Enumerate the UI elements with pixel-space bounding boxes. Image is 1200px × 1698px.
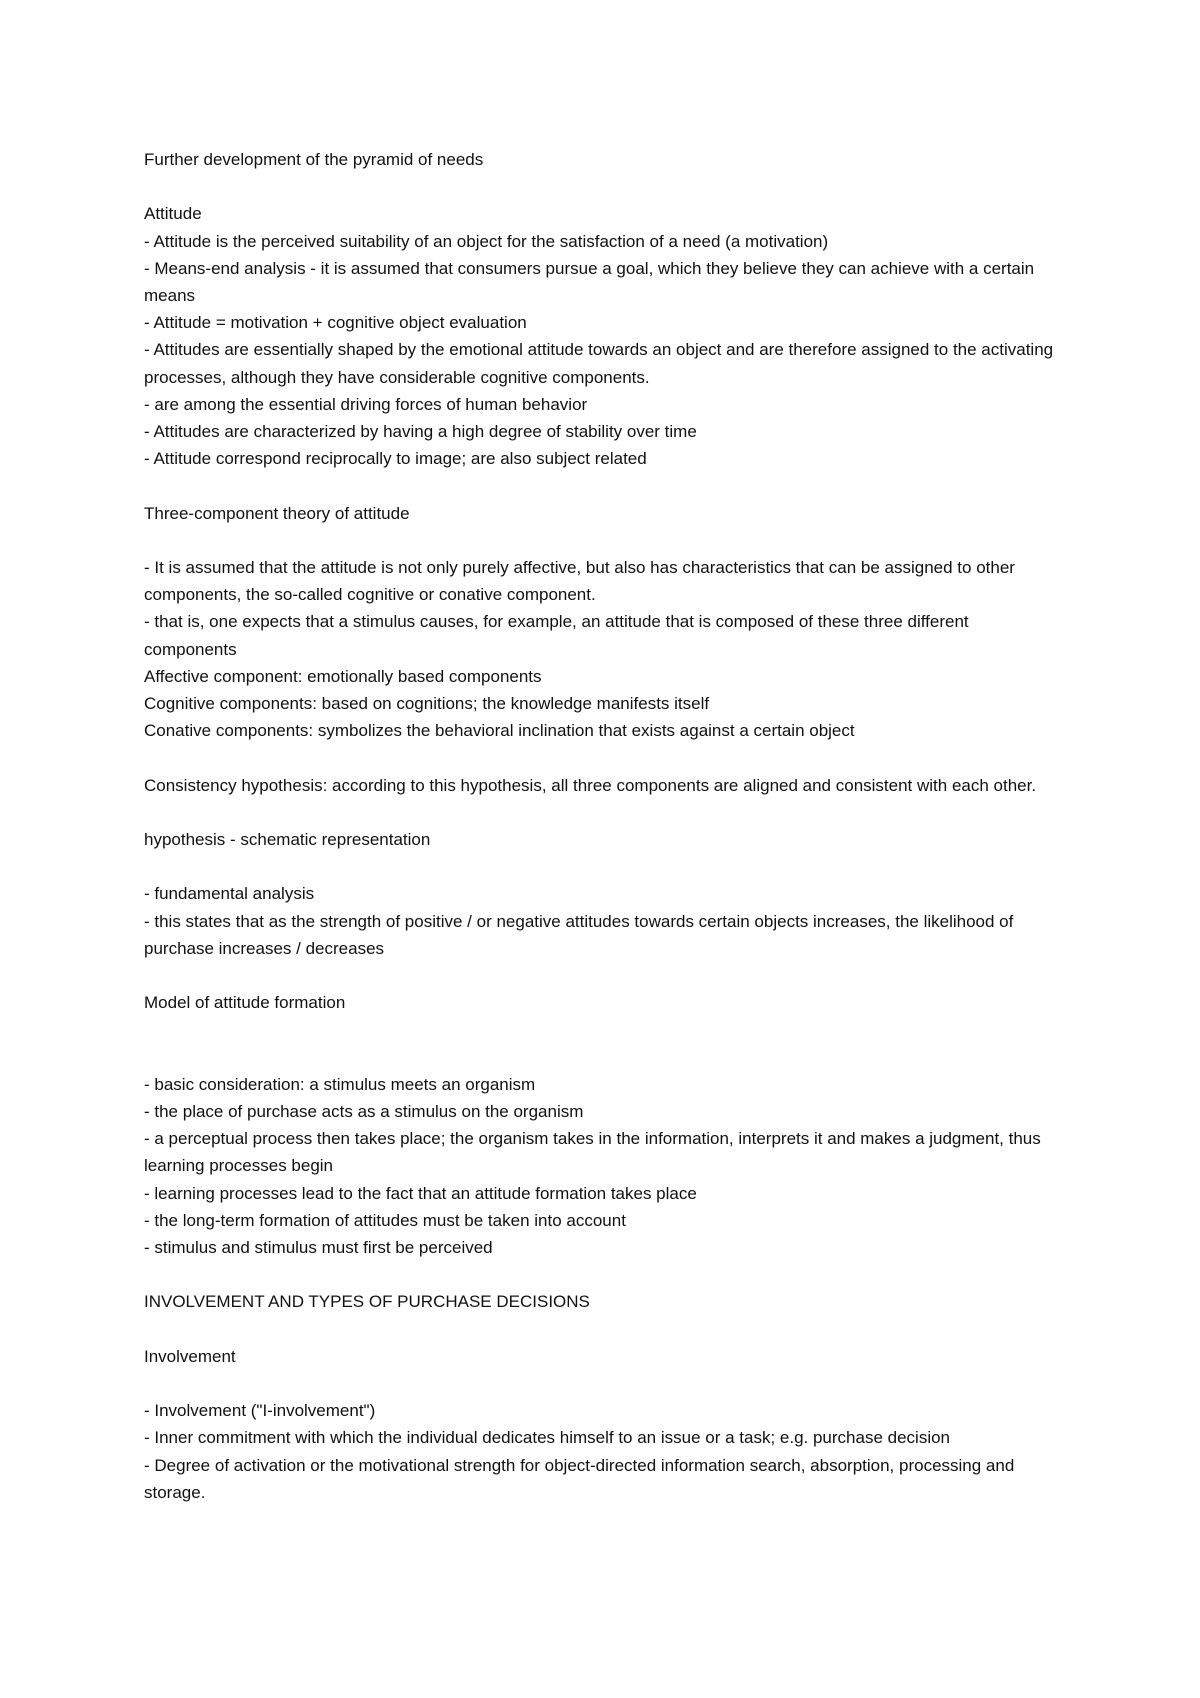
- list-item: - Attitude is the perceived suitability of an object for the satisfaction of a need (a motivation): [144, 231, 829, 251]
- spacer: [144, 472, 1064, 499]
- spacer: [144, 1316, 1064, 1343]
- spacer: [144, 1370, 1064, 1397]
- list-item: - that is, one expects that a stimulus causes, for example, an attitude that is composed of these three different components: [144, 612, 969, 659]
- list-item: - Inner commitment with which the individual dedicates himself to an issue or a task; e.g. purchase decision: [144, 1428, 951, 1448]
- document-body: [144, 146, 1064, 1506]
- section-heading-involvement-types: INVOLVEMENT AND TYPES OF PURCHASE DECISIONS: [144, 1292, 590, 1312]
- list-item: - Attitudes are characterized by having a high degree of stability over time: [144, 422, 697, 442]
- list-item: - Means-end analysis - it is assumed that consumers pursue a goal, which they believe they can achieve with a certain means: [144, 258, 1035, 305]
- component-definition: Conative components: symbolizes the behavioral inclination that exists against a certain object: [144, 721, 855, 741]
- list-item: - the long-term formation of attitudes must be taken into account: [144, 1210, 626, 1230]
- document-title: Further development of the pyramid of needs: [144, 150, 484, 169]
- section-heading-three-component: Three-component theory of attitude: [144, 503, 410, 523]
- section-heading-involvement: Involvement: [144, 1346, 236, 1366]
- list-item: - It is assumed that the attitude is not only purely affective, but also has characteristics that can be assigned to other components, the so-called cognitive or conative component.: [144, 558, 1015, 605]
- list-item: - Attitude correspond reciprocally to image; are also subject related: [144, 449, 647, 469]
- list-item: - Attitudes are essentially shaped by the emotional attitude towards an object and are therefore assigned to the activating processes, although they have considerable cognitive components.: [144, 340, 1054, 387]
- list-item: - stimulus and stimulus must first be perceived: [144, 1238, 493, 1257]
- list-item: - Attitude = motivation + cognitive object evaluation: [144, 313, 527, 333]
- list-item: - are among the essential driving forces of human behavior: [144, 394, 588, 414]
- spacer: [144, 527, 1064, 554]
- section-heading-model: Model of attitude formation: [144, 993, 346, 1013]
- list-item: - a perceptual process then takes place; the organism takes in the information, interprets it and makes a judgment, thus learning processes begin: [144, 1129, 1041, 1176]
- spacer: [144, 853, 1064, 880]
- section-heading-hypothesis: hypothesis - schematic representation: [144, 830, 431, 849]
- spacer: [144, 799, 1064, 826]
- list-item: - this states that as the strength of positive / or negative attitudes towards certain objects increases, the likelihood of purchase increases / decreases: [144, 911, 1014, 958]
- consistency-hypothesis-paragraph: Consistency hypothesis: according to this hypothesis, all three components are aligned and consistent with each other.: [144, 775, 1037, 795]
- spacer: [144, 744, 1064, 771]
- list-item: - fundamental analysis: [144, 884, 315, 904]
- spacer: [144, 962, 1064, 989]
- spacer: [144, 1261, 1064, 1288]
- list-item: - learning processes lead to the fact that an attitude formation takes place: [144, 1183, 697, 1203]
- list-item: - Involvement ("I-involvement"): [144, 1401, 376, 1421]
- spacer: [144, 173, 1064, 200]
- list-item: - the place of purchase acts as a stimulus on the organism: [144, 1101, 584, 1121]
- section-heading-attitude: Attitude: [144, 204, 202, 224]
- component-definition: Affective component: emotionally based components: [144, 666, 542, 686]
- component-definition: Cognitive components: based on cognitions; the knowledge manifests itself: [144, 694, 710, 714]
- list-item: - Degree of activation or the motivational strength for object-directed information search, absorption, processing and storage.: [144, 1455, 1015, 1502]
- list-item: - basic consideration: a stimulus meets an organism: [144, 1074, 536, 1094]
- spacer: [144, 1016, 1064, 1070]
